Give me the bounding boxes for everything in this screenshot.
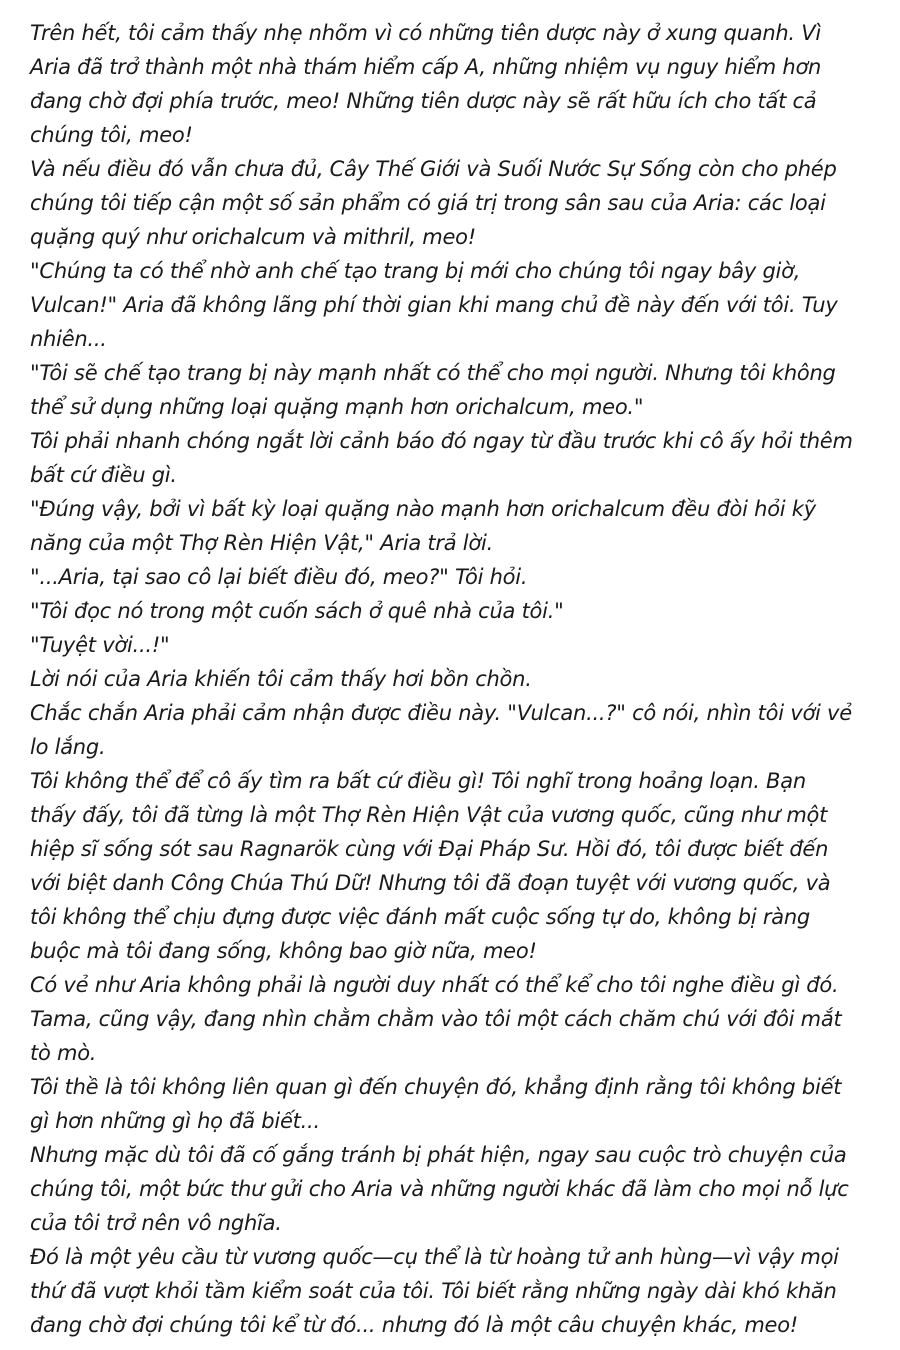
document-page (30, 16, 860, 1342)
text-line: đang chờ đợi chúng tôi kể từ đó... nhưng đó là một câu chuyện khác, meo! (30, 1313, 798, 1337)
text-line: "...Aria, tại sao cô lại biết điều đó, meo?" Tôi hỏi. (30, 565, 528, 589)
text-line: "Tuyệt vời...!" (30, 633, 170, 657)
text-line: quặng quý như orichalcum và mithril, meo! (30, 225, 476, 249)
text-line: của tôi trở nên vô nghĩa. (30, 1211, 282, 1235)
text-line: thứ đã vượt khỏi tầm kiểm soát của tôi. Tôi biết rằng những ngày dài khó khăn (30, 1279, 837, 1303)
text-line: Vulcan!" Aria đã không lãng phí thời gian khi mang chủ đề này đến với tôi. Tuy (30, 293, 838, 317)
text-line: chúng tôi tiếp cận một số sản phẩm có giá trị trong sân sau của Aria: các loại (30, 191, 826, 215)
text-line: "Tôi sẽ chế tạo trang bị này mạnh nhất có thể cho mọi người. Nhưng tôi không (30, 361, 836, 385)
text-line: tôi không thể chịu đựng được việc đánh mất cuộc sống tự do, không bị ràng (30, 905, 810, 929)
text-line: năng của một Thợ Rèn Hiện Vật," Aria trả lời. (30, 531, 494, 555)
text-line: tò mò. (30, 1041, 97, 1065)
text-line: với biệt danh Công Chúa Thú Dữ! Nhưng tôi đã đoạn tuyệt với vương quốc, và (30, 871, 831, 895)
text-line: thể sử dụng những loại quặng mạnh hơn orichalcum, meo." (30, 395, 644, 419)
text-line: Aria đã trở thành một nhà thám hiểm cấp A, những nhiệm vụ nguy hiểm hơn (30, 55, 822, 79)
text-line: đang chờ đợi phía trước, meo! Những tiên dược này sẽ rất hữu ích cho tất cả (30, 89, 817, 113)
text-line: Nhưng mặc dù tôi đã cố gắng tránh bị phát hiện, ngay sau cuộc trò chuyện của (30, 1143, 847, 1167)
text-line: Lời nói của Aria khiến tôi cảm thấy hơi bồn chồn. (30, 667, 532, 691)
text-line: Có vẻ như Aria không phải là người duy nhất có thể kể cho tôi nghe điều gì đó. (30, 973, 839, 997)
text-line: "Tôi đọc nó trong một cuốn sách ở quê nhà của tôi." (30, 599, 564, 623)
text-line: chúng tôi, một bức thư gửi cho Aria và những người khác đã làm cho mọi nỗ lực (30, 1177, 849, 1201)
text-line: nhiên... (30, 327, 107, 351)
text-line: Và nếu điều đó vẫn chưa đủ, Cây Thế Giới và Suối Nước Sự Sống còn cho phép (30, 157, 837, 181)
text-line: Trên hết, tôi cảm thấy nhẹ nhõm vì có những tiên dược này ở xung quanh. Vì (30, 21, 821, 45)
text-line: buộc mà tôi đang sống, không bao giờ nữa, meo! (30, 939, 537, 963)
text-line: thấy đấy, tôi đã từng là một Thợ Rèn Hiện Vật của vương quốc, cũng như một (30, 803, 828, 827)
text-line: "Đúng vậy, bởi vì bất kỳ loại quặng nào mạnh hơn orichalcum đều đòi hỏi kỹ (30, 497, 816, 521)
text-line: Tôi thề là tôi không liên quan gì đến chuyện đó, khẳng định rằng tôi không biết (30, 1075, 842, 1099)
text-line: Đó là một yêu cầu từ vương quốc—cụ thể là từ hoàng tử anh hùng—vì vậy mọi (30, 1245, 839, 1269)
text-line: Chắc chắn Aria phải cảm nhận được điều này. "Vulcan...?" cô nói, nhìn tôi với vẻ (30, 701, 852, 725)
text-line: Tama, cũng vậy, đang nhìn chằm chằm vào tôi một cách chăm chú với đôi mắt (30, 1007, 842, 1031)
text-line: gì hơn những gì họ đã biết... (30, 1109, 320, 1133)
text-line: Tôi phải nhanh chóng ngắt lời cảnh báo đó ngay từ đầu trước khi cô ấy hỏi thêm (30, 429, 853, 453)
text-line: chúng tôi, meo! (30, 123, 193, 147)
text-line: hiệp sĩ sống sót sau Ragnarök cùng với Đại Pháp Sư. Hồi đó, tôi được biết đến (30, 837, 829, 861)
text-line: lo lắng. (30, 735, 106, 759)
text-line: "Chúng ta có thể nhờ anh chế tạo trang bị mới cho chúng tôi ngay bây giờ, (30, 259, 801, 283)
text-line: bất cứ điều gì. (30, 463, 177, 487)
text-line: Tôi không thể để cô ấy tìm ra bất cứ điều gì! Tôi nghĩ trong hoảng loạn. Bạn (30, 769, 806, 793)
